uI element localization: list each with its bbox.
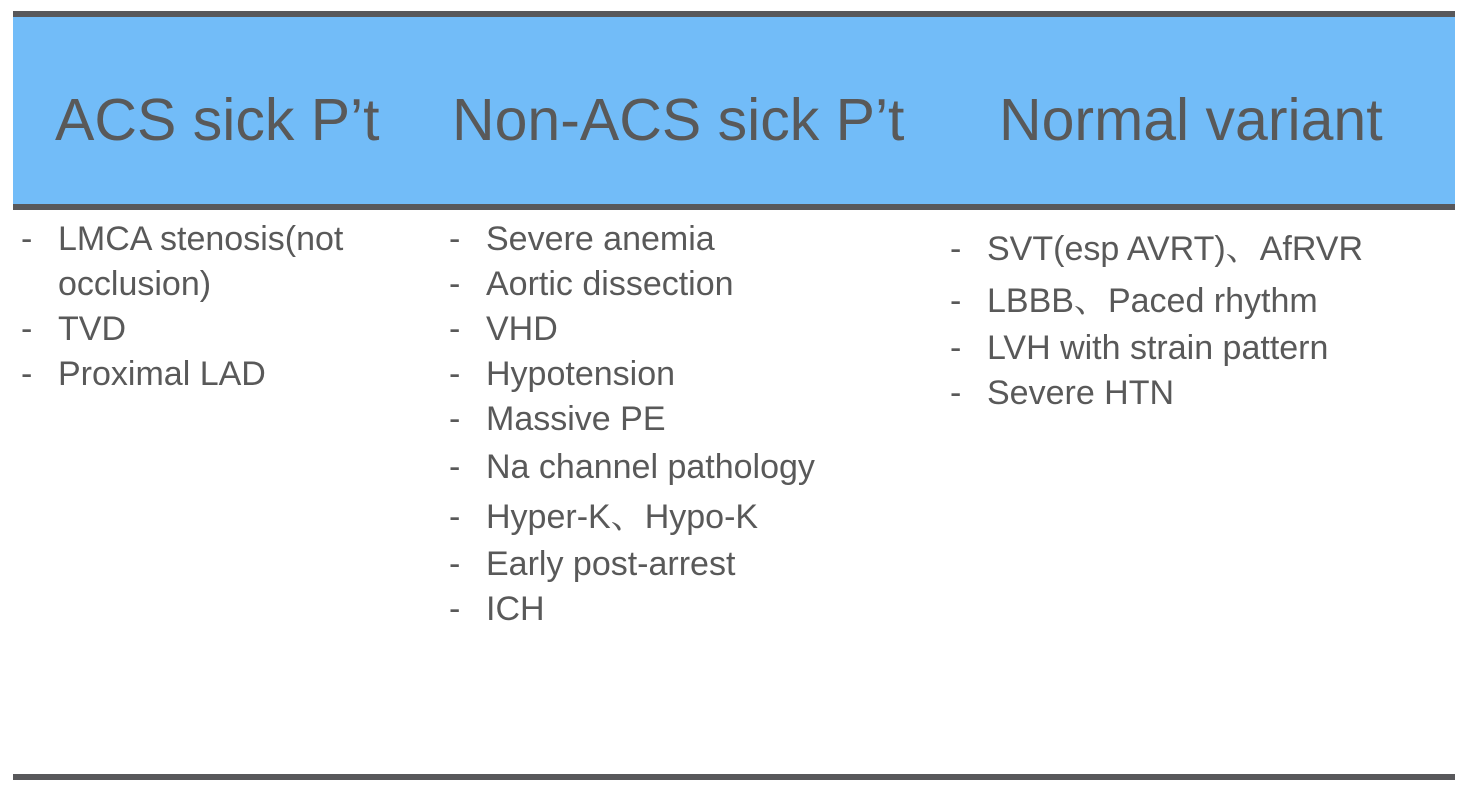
header-row <box>13 17 1455 204</box>
header-rule <box>13 204 1455 210</box>
bullet-dash: - <box>449 355 461 393</box>
column-header-non-acs: Non-ACS sick P’t <box>452 87 905 153</box>
bullet-dash: - <box>449 220 461 258</box>
column-header-normal-variant: Normal variant <box>999 87 1383 153</box>
list-item <box>21 307 378 352</box>
bullet-dash: - <box>950 230 962 268</box>
list-item-text: Severe HTN <box>987 374 1175 412</box>
list-item-text: Early post-arrest <box>486 545 736 583</box>
bullet-dash: - <box>21 355 33 393</box>
list-item-text: Hypotension <box>486 355 676 393</box>
comparison-table <box>13 11 1455 782</box>
list-item-text: SVT(esp AVRT)、AfRVR <box>987 230 1363 268</box>
list-item <box>950 371 1363 416</box>
list-item-text: Severe anemia <box>486 220 715 258</box>
list-item-text: LBBB、Paced rhythm <box>987 282 1318 320</box>
list-item-text: Proximal LAD <box>58 355 266 393</box>
list-item-text: LMCA stenosis(not occlusion) <box>58 220 344 303</box>
acs-list <box>21 217 378 397</box>
list-item-text: VHD <box>486 310 558 348</box>
list-item <box>950 326 1363 371</box>
bullet-dash: - <box>449 400 461 438</box>
list-item-text: Hyper-K、Hypo-K <box>486 498 759 536</box>
bullet-dash: - <box>21 220 33 258</box>
bullet-dash: - <box>449 448 461 486</box>
list-item <box>449 542 815 587</box>
list-item <box>449 352 815 397</box>
list-item <box>950 276 1363 326</box>
list-item <box>950 222 1363 276</box>
list-item <box>449 492 815 542</box>
list-item-text: ICH <box>486 590 545 628</box>
list-item-text: TVD <box>58 310 126 348</box>
list-item <box>449 587 815 632</box>
bullet-dash: - <box>950 329 962 367</box>
non-acs-list <box>449 217 815 632</box>
list-item <box>21 352 378 397</box>
list-item-text: LVH with strain pattern <box>987 329 1329 367</box>
bottom-rule <box>13 774 1455 780</box>
bullet-dash: - <box>449 310 461 348</box>
bullet-dash: - <box>449 498 461 536</box>
normal-variant-list <box>950 222 1363 416</box>
column-header-acs: ACS sick P’t <box>55 87 380 153</box>
list-item <box>449 442 815 492</box>
bullet-dash: - <box>950 374 962 412</box>
bullet-dash: - <box>449 265 461 303</box>
list-item-text: Na channel pathology <box>486 448 815 486</box>
list-item-text: Aortic dissection <box>486 265 734 303</box>
bullet-dash: - <box>449 590 461 628</box>
list-item <box>449 397 815 442</box>
bullet-dash: - <box>21 310 33 348</box>
bullet-dash: - <box>449 545 461 583</box>
bullet-dash: - <box>950 282 962 320</box>
list-item <box>449 217 815 262</box>
list-item <box>21 217 378 307</box>
list-item-text: Massive PE <box>486 400 666 438</box>
list-item <box>449 262 815 307</box>
list-item <box>449 307 815 352</box>
